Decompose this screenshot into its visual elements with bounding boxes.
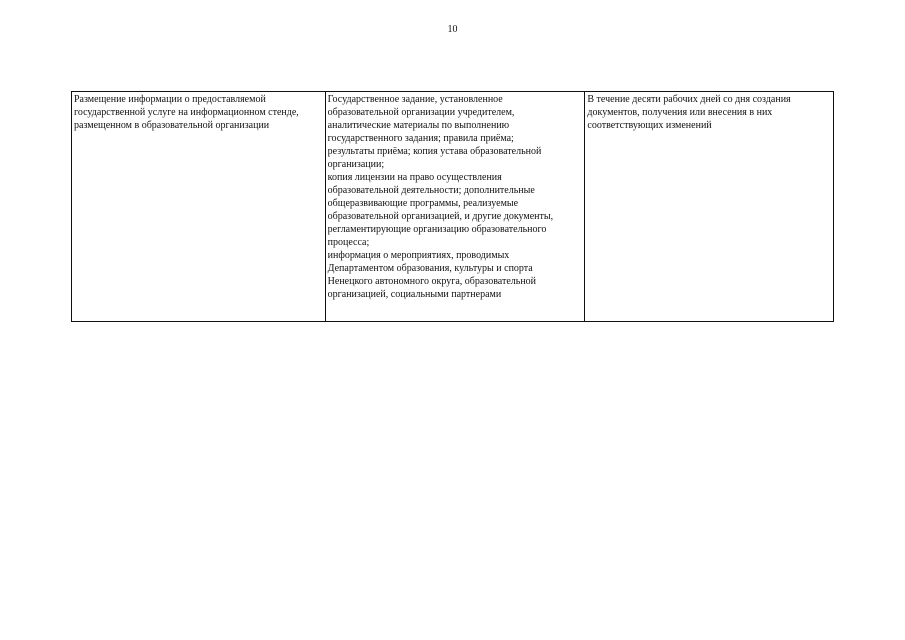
table-row — [72, 92, 834, 322]
information-table — [71, 91, 834, 322]
page-number: 10 — [447, 24, 458, 35]
table-cell-update-frequency: В течение десяти рабочих дней со дня создания документов, получения или внесения в них соответствующих изменений — [585, 92, 834, 322]
table-cell-placement-method: Размещение информации о предоставляемой государственной услуге на информационном стенде, размещенном в образовательной организации — [72, 92, 326, 322]
table-cell-information-content: Государственное задание, установленное образовательной организации учредителем, аналитические материалы по выполнению государственного задания; правила приёма; результаты приёма; копия устава образовательной организации; копия лицензии на право осуществления образовательной деятельности; дополнительные общеразвивающие программы, реализуемые образовательной организацией, и другие документы, регламентирующие организацию образовательного процесса; информация о мероприятиях, проводимых Департаментом образования, культуры и спорта Ненецкого автономного округа, образовательной организацией, социальными партнерами — [325, 92, 585, 322]
